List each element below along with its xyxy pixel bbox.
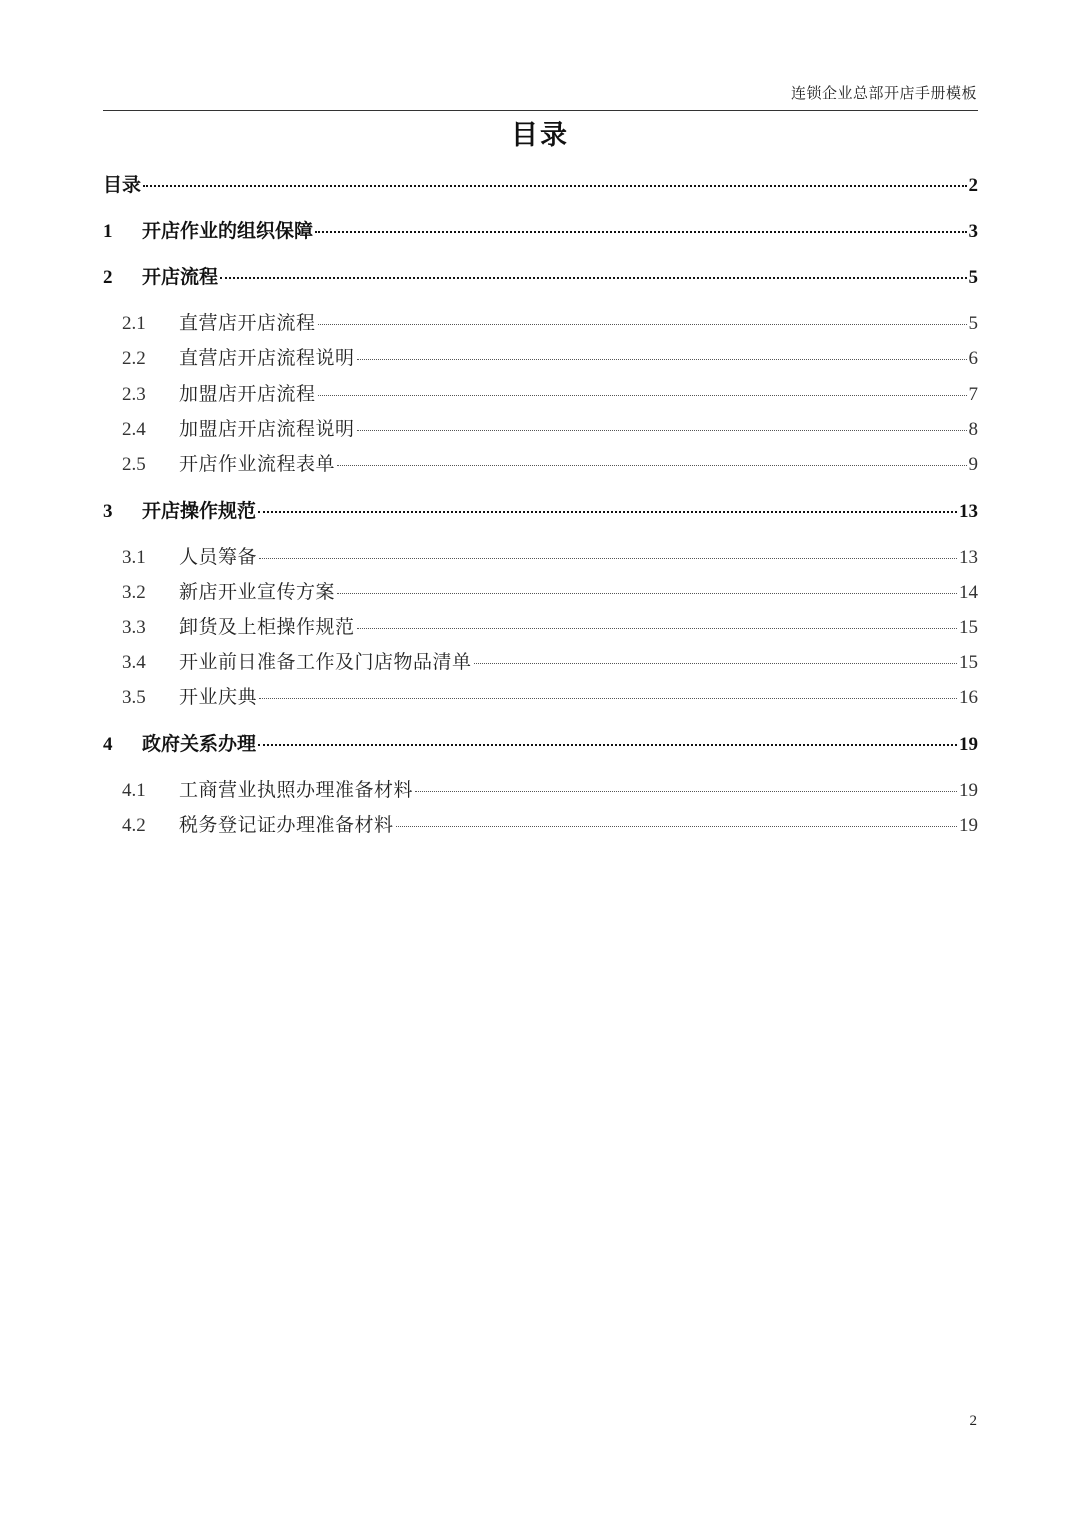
toc-entry-number: 2 bbox=[103, 267, 113, 288]
toc-leader-dots bbox=[357, 359, 967, 360]
toc-list bbox=[103, 0, 978, 900]
toc-leader-dots bbox=[318, 395, 967, 396]
toc-entry[interactable] bbox=[103, 309, 978, 337]
toc-entry-number: 2.5 bbox=[122, 454, 146, 475]
toc-entry-page: 13 bbox=[959, 547, 978, 568]
toc-entry-text: 卸货及上柜操作规范 bbox=[179, 616, 355, 638]
toc-entry-page: 9 bbox=[968, 454, 978, 475]
toc-entry-number: 3.3 bbox=[122, 617, 146, 638]
toc-entry-number: 3.1 bbox=[122, 547, 146, 568]
toc-entry[interactable] bbox=[103, 497, 978, 525]
toc-entry-number: 1 bbox=[103, 221, 113, 242]
toc-entry-text: 开店流程 bbox=[142, 266, 219, 288]
toc-entry-number: 4.2 bbox=[122, 815, 146, 836]
toc-entry-text: 加盟店开店流程说明 bbox=[179, 418, 355, 440]
toc-entry-page: 16 bbox=[959, 687, 978, 708]
toc-leader-dots bbox=[337, 465, 966, 466]
toc-leader-dots bbox=[259, 698, 957, 699]
toc-entry-text: 开店作业的组织保障 bbox=[142, 220, 314, 242]
toc-entry-number: 2.3 bbox=[122, 384, 146, 405]
toc-leader-dots bbox=[415, 791, 957, 792]
toc-entry-text: 开店作业流程表单 bbox=[179, 453, 336, 475]
toc-entry-page: 3 bbox=[968, 221, 978, 242]
toc-entry[interactable] bbox=[103, 683, 978, 711]
toc-leader-dots bbox=[259, 558, 957, 559]
toc-entry[interactable] bbox=[103, 578, 978, 606]
toc-entry-number: 2.1 bbox=[122, 313, 146, 334]
toc-entry-number: 2.2 bbox=[122, 348, 146, 369]
toc-entry-text: 税务登记证办理准备材料 bbox=[179, 814, 394, 836]
toc-entry[interactable] bbox=[103, 380, 978, 408]
toc-leader-dots bbox=[258, 744, 957, 746]
toc-entry-page: 14 bbox=[959, 582, 978, 603]
toc-entry-page: 15 bbox=[959, 652, 978, 673]
toc-entry[interactable] bbox=[103, 263, 978, 291]
toc-entry-page: 19 bbox=[959, 734, 978, 755]
toc-entry-page: 2 bbox=[968, 175, 978, 196]
toc-entry-number: 3.2 bbox=[122, 582, 146, 603]
toc-entry[interactable] bbox=[103, 543, 978, 571]
toc-entry-page: 15 bbox=[959, 617, 978, 638]
toc-leader-dots bbox=[357, 628, 957, 629]
toc-leader-dots bbox=[143, 185, 966, 187]
running-header: 连锁企业总部开店手册模板 bbox=[790, 84, 977, 102]
toc-entry-page: 5 bbox=[968, 313, 978, 334]
toc-entry-text: 开业前日准备工作及门店物品清单 bbox=[179, 651, 472, 673]
toc-entry-number: 3.4 bbox=[122, 652, 146, 673]
toc-entry-text: 直营店开店流程 bbox=[179, 312, 316, 334]
toc-entry-number: 3.5 bbox=[122, 687, 146, 708]
toc-entry-number: 3 bbox=[103, 501, 113, 522]
toc-entry-page: 19 bbox=[959, 815, 978, 836]
toc-entry[interactable] bbox=[103, 648, 978, 676]
toc-entry-page: 6 bbox=[968, 348, 978, 369]
toc-entry[interactable] bbox=[103, 344, 978, 372]
toc-entry[interactable] bbox=[103, 613, 978, 641]
toc-entry-page: 13 bbox=[959, 501, 978, 522]
toc-entry[interactable] bbox=[103, 730, 978, 758]
toc-leader-dots bbox=[337, 593, 957, 594]
toc-entry-text: 开业庆典 bbox=[179, 686, 258, 708]
toc-entry[interactable] bbox=[103, 217, 978, 245]
toc-entry-text: 工商营业执照办理准备材料 bbox=[179, 779, 414, 801]
toc-entry-text: 开店操作规范 bbox=[142, 500, 257, 522]
page-number: 2 bbox=[969, 1413, 977, 1429]
toc-leader-dots bbox=[474, 663, 957, 664]
toc-leader-dots bbox=[318, 324, 967, 325]
toc-leader-dots bbox=[357, 430, 967, 431]
toc-entry[interactable] bbox=[103, 450, 978, 478]
toc-entry-text: 政府关系办理 bbox=[142, 733, 257, 755]
toc-entry-page: 8 bbox=[968, 419, 978, 440]
toc-leader-dots bbox=[258, 511, 957, 513]
toc-title: 目录 bbox=[511, 120, 569, 151]
toc-leader-dots bbox=[315, 231, 966, 233]
toc-entry-text: 新店开业宣传方案 bbox=[179, 581, 336, 603]
toc-entry[interactable] bbox=[103, 811, 978, 839]
toc-entry-page: 19 bbox=[959, 780, 978, 801]
toc-entry[interactable] bbox=[103, 171, 978, 199]
toc-entry-number: 2.4 bbox=[122, 419, 146, 440]
toc-entry-text: 目录 bbox=[103, 174, 142, 196]
toc-entry-page: 5 bbox=[968, 267, 978, 288]
toc-entry-text: 直营店开店流程说明 bbox=[179, 347, 355, 369]
toc-entry-number: 4 bbox=[103, 734, 113, 755]
toc-entry-text: 加盟店开店流程 bbox=[179, 383, 316, 405]
toc-entry-number: 4.1 bbox=[122, 780, 146, 801]
toc-entry-page: 7 bbox=[968, 384, 978, 405]
toc-leader-dots bbox=[396, 826, 957, 827]
toc-entry[interactable] bbox=[103, 776, 978, 804]
toc-leader-dots bbox=[220, 277, 966, 279]
toc-entry-text: 人员筹备 bbox=[179, 546, 258, 568]
toc-entry[interactable] bbox=[103, 415, 978, 443]
